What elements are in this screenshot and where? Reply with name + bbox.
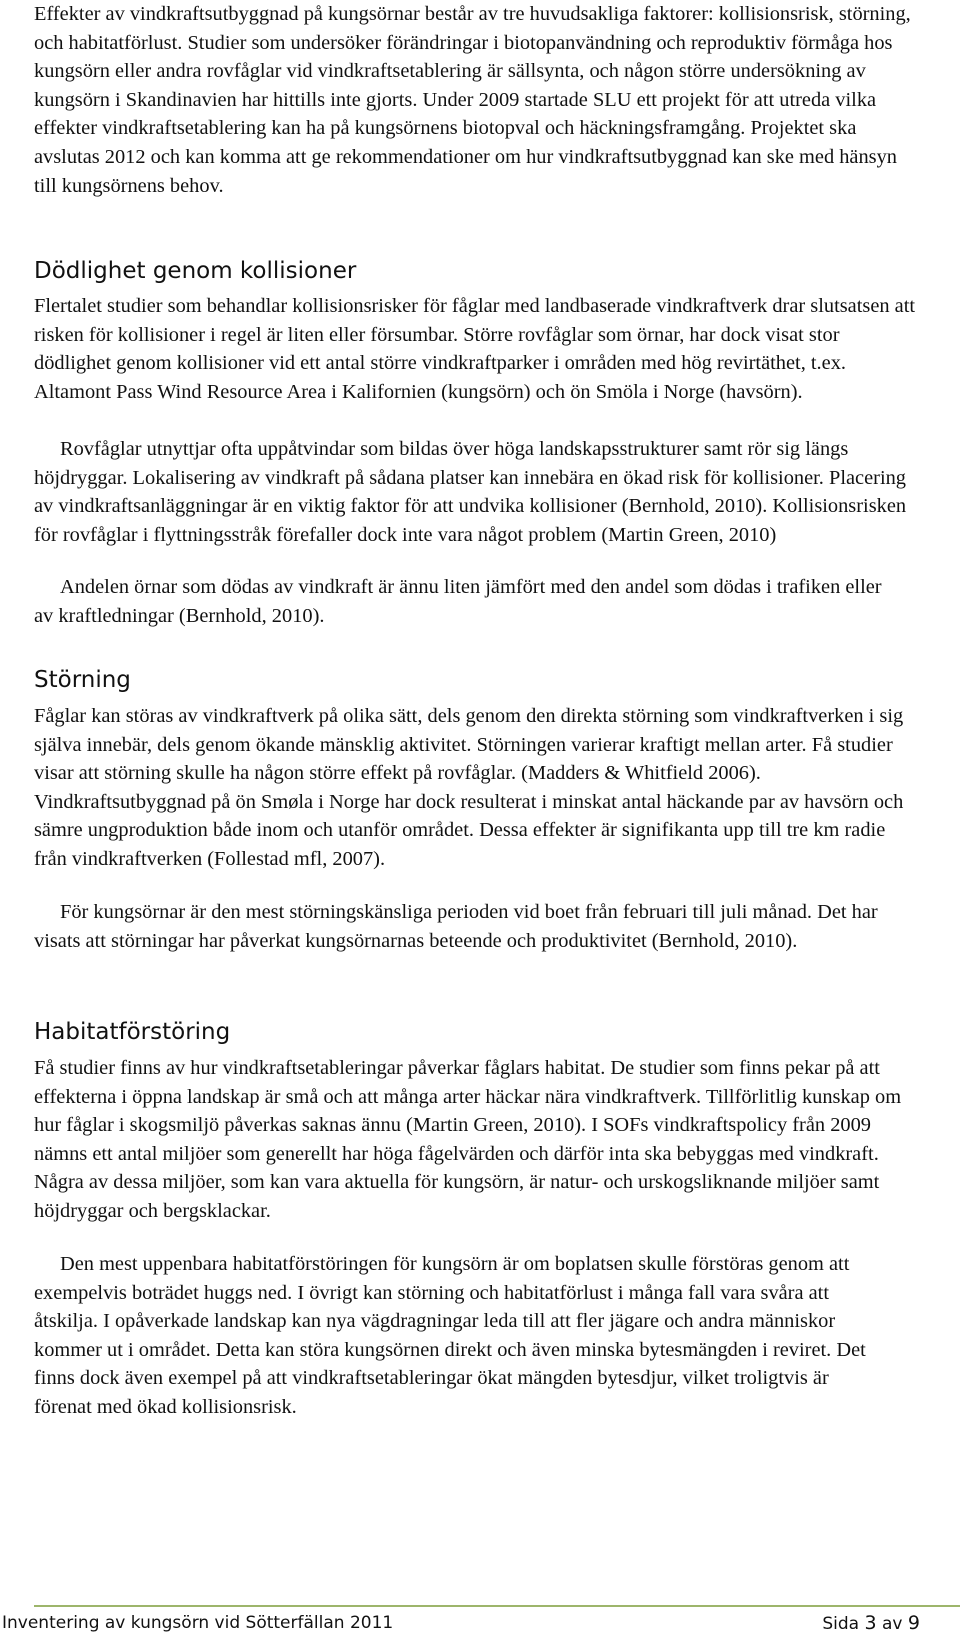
footer-page-prefix: Sida bbox=[822, 1614, 860, 1634]
footer-page-separator: av bbox=[882, 1614, 903, 1634]
footer-page-indicator bbox=[822, 1612, 920, 1635]
habitat-paragraph-2: Den mest uppenbara habitatförstöringen för kungsörn är om boplatsen skulle förstöras genom att exempelvis boträdet huggs ned. I övrigt kan störning och habitatförlust i många fall vara svåra att åtskilja. I opåverkade landskap kan nya vägdragningar leda till att fler jägare och andra människor kommer ut i området. Detta kan störa kungsörnen direkt och även minska bytesmängden i reviret. Det finns dock även exempel på att vindkraftsetableringar ökat mängden bytesdjur, vilket troligtvis är förenat med ökad kollisionsrisk. bbox=[34, 1253, 866, 1418]
section-heading-collisions: Dödlighet genom kollisioner bbox=[34, 258, 357, 284]
footer-divider bbox=[34, 1605, 960, 1607]
section-heading-disturbance: Störning bbox=[34, 667, 131, 693]
section-heading-habitat: Habitatförstöring bbox=[34, 1019, 231, 1045]
habitat-paragraph-1: Få studier finns av hur vindkraftsetableringar påverkar fåglars habitat. De studier som finns pekar på att effekterna i öppna landskap är små och att många arter häckar nära vindkraftverk. Tillförlitlig kunskap om hur fåglar i skogsmiljö påverkas saknas ännu (Martin Green, 2010). I SOFs vindkraftspolicy från 2009 nämns ett antal miljöer som generellt har höga fågelvärden och därför inta ska bebyggas med vindkraft. Några av dessa miljöer, som kan vara aktuella för kungsörn, är natur- och urskogsliknande miljöer samt höjdryggar och bergsklackar. bbox=[34, 1057, 902, 1222]
disturbance-paragraph-1: Fåglar kan störas av vindkraftverk på olika sätt, dels genom den direkta störning som vindkraftverken i sig själva innebär, dels genom ökande mänsklig aktivitet. Störningen varierar kraftigt mellan arter. Få studier visar att störning skulle ha någon större effekt på rovfåglar. (Madders & Whitfield 2006). Vindkraftsutbyggnad på ön Smøla i Norge har dock resulterat i minskat antal häckande par av havsörn och sämre ungproduktion både inom och utanför området. Dessa effekter är signifikanta upp till tre km radie från vindkraftverken (Follestad mfl, 2007). bbox=[34, 705, 904, 870]
disturbance-paragraph-2: För kungsörnar är den mest störningskänsliga perioden vid boet från februari till juli månad. Det har visats att störningar har påverkat kungsörnarnas beteende och produktivitet (Bernhold, 2010). bbox=[34, 901, 878, 952]
collisions-paragraph-3: Andelen örnar som dödas av vindkraft är ännu liten jämfört med den andel som dödas i trafiken eller av kraftledningar (Bernhold, 2010). bbox=[34, 576, 882, 627]
collisions-paragraph-2: Rovfåglar utnyttjar ofta uppåtvindar som bildas över höga landskapsstrukturer samt rör sig längs höjdryggar. Lokalisering av vindkraft på sådana platser kan innebära en ökad risk för kollisioner. Placering av vindkraftsanläggningar är en viktig faktor för att undvika kollisioner (Bernhold, 2010). Kollisionsrisken för rovfåglar i flyttningsstråk förefaller dock inte vara något problem (Martin Green, 2010) bbox=[34, 438, 907, 546]
intro-paragraph: Effekter av vindkraftsutbyggnad på kungsörnar består av tre huvudsakliga faktorer: kollisionsrisk, störning, och habitatförlust. Studier som undersöker förändringar i biotopanvändning och reproduktiv förmåga hos kungsörn eller andra rovfåglar vid vindkraftsetablering är sällsynta, och någon större undersökning av kungsörn i Skandinavien har hittills inte gjorts. Under 2009 startade SLU ett projekt för att utreda vilka effekter vindkraftsetablering kan ha på kungsörnens biotopval och häckningsframgång. Projektet ska avslutas 2012 och kan komma att ge rekommendationer om hur vindkraftsutbyggnad kan ske med hänsyn till kungsörnens behov. bbox=[34, 3, 911, 197]
footer-page-number: 3 bbox=[864, 1612, 877, 1634]
collisions-paragraph-1: Flertalet studier som behandlar kollisionsrisker för fåglar med landbaserade vindkraftverk drar slutsatsen att risken för kollisioner i regel är liten eller försumbar. Större rovfåglar som örnar, har dock visat stor dödlighet genom kollisioner vid ett antal större vindkraftparker i områden med hög revirtäthet, t.ex. Altamont Pass Wind Resource Area i Kalifornien (kungsörn) och ön Smöla i Norge (havsörn). bbox=[34, 295, 916, 403]
footer-page-total: 9 bbox=[907, 1612, 920, 1634]
footer-document-title: Inventering av kungsörn vid Sötterfällan 2011 bbox=[2, 1613, 394, 1633]
